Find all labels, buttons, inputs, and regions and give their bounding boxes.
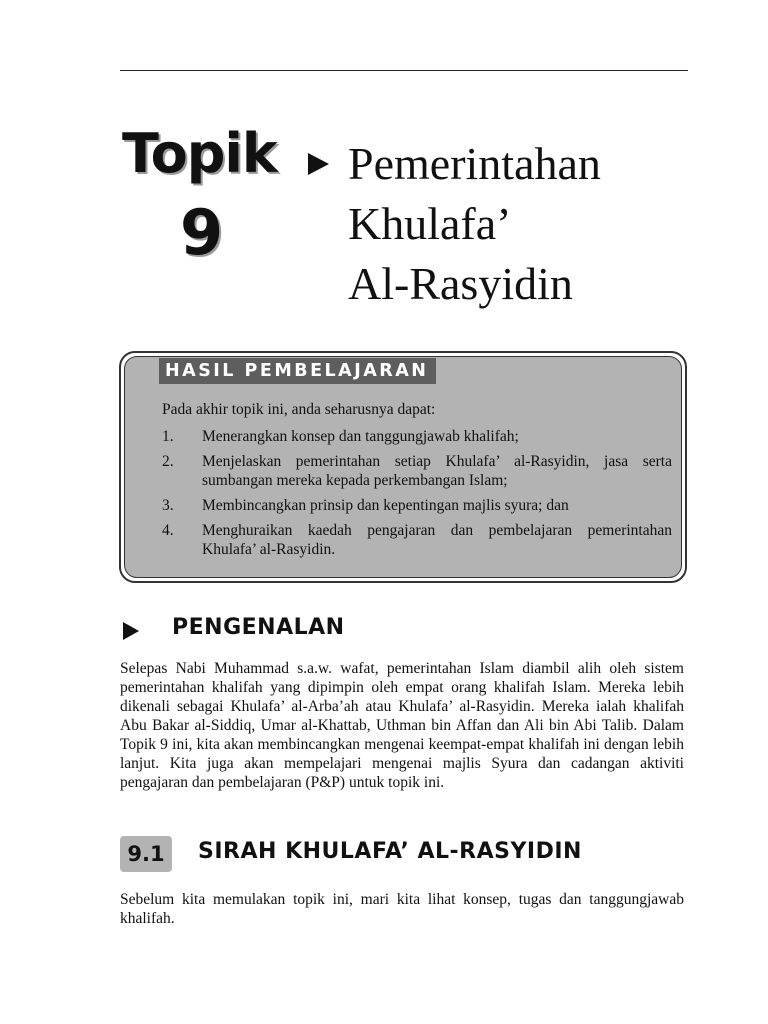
top-rule (120, 70, 688, 71)
list-item (162, 521, 672, 559)
list-item (162, 452, 672, 490)
triangle-right-icon (122, 622, 140, 640)
list-item-number: 4. (162, 522, 174, 539)
triangle-right-icon (306, 152, 330, 176)
list-item-number: 2. (162, 453, 174, 470)
section-heading-sirah: SIRAH KHULAFA’ AL-RASYIDIN (198, 839, 582, 864)
topic-title-line-1: Pemerintahan (348, 138, 601, 189)
learning-outcomes-box (119, 351, 687, 583)
learning-outcomes-panel (124, 356, 682, 578)
section-number-badge: 9.1 (120, 836, 172, 872)
section-paragraph: Sebelum kita memulakan topik ini, mari kita lihat konsep, tugas dan tanggungjawab khalifah. (120, 891, 684, 927)
topic-title-line-2: Khulafa’ (348, 198, 512, 249)
list-item-number: 1. (162, 428, 174, 445)
topic-number: 9 (180, 196, 224, 269)
section-heading-introduction: PENGENALAN (172, 615, 345, 640)
introduction-paragraph: Selepas Nabi Muhammad s.a.w. wafat, pemerintahan Islam diambil alih oleh sistem pemerintahan khalifah yang dipimpin oleh empat orang khalifah Islam. Mereka lebih dikenali sebagai Khulafa’ al-Arba’ah atau Khulafa’ al-Rasyidin. Mereka ialah khalifah Abu Bakar al-Siddiq, Umar al-Khattab, Uthman bin Affan dan Ali bin Abi Talib. Dalam Topik 9 ini, kita akan membincangkan mengenai keempat-empat khalifah ini dengan lebih lanjut. Kita juga akan mempelajari mengenai majlis Syura dan cadangan aktiviti pengajaran dan pembelajaran (P&P) untuk topik ini. (120, 660, 684, 791)
list-item-text: Menjelaskan pemerintahan setiap Khulafa’ al-Rasyidin, jasa serta sumbangan mereka kepada perkembangan Islam; (202, 453, 672, 489)
topic-label: Topik (122, 122, 277, 185)
topic-title-line-3: Al-Rasyidin (348, 258, 573, 309)
learning-outcomes-list (162, 427, 672, 565)
list-item (162, 427, 672, 446)
learning-outcomes-intro: Pada akhir topik ini, anda seharusnya dapat: (162, 401, 436, 418)
list-item-text: Membincangkan prinsip dan kepentingan majlis syura; dan (202, 497, 569, 514)
list-item-number: 3. (162, 497, 174, 514)
learning-outcomes-heading: HASIL PEMBELAJARAN (159, 358, 436, 384)
list-item-text: Menghuraikan kaedah pengajaran dan pembelajaran pemerintahan Khulafa’ al-Rasyidin. (202, 522, 672, 558)
topic-title (348, 134, 601, 314)
list-item-text: Menerangkan konsep dan tanggungjawab khalifah; (202, 428, 519, 445)
list-item (162, 496, 672, 515)
